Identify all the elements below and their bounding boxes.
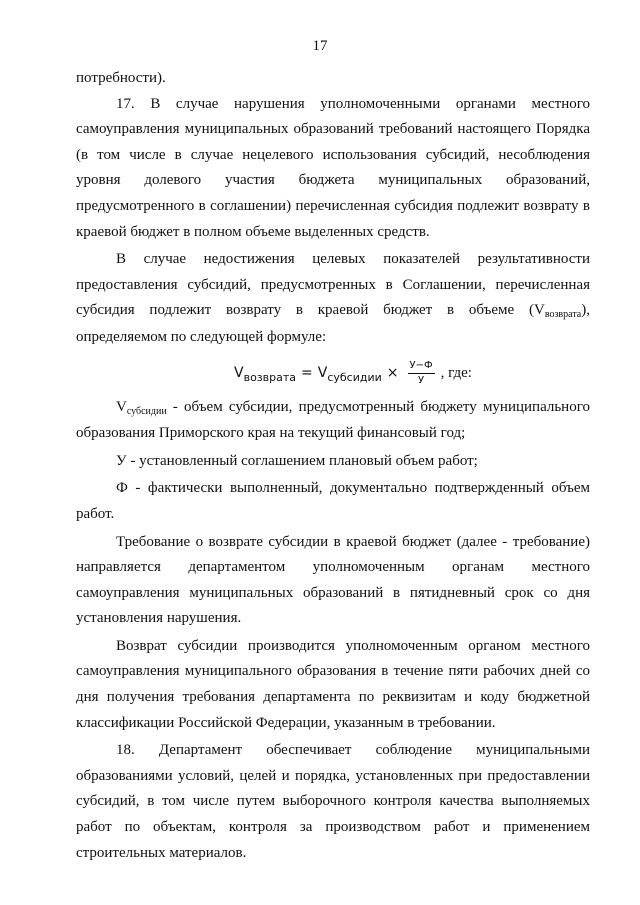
- formula-fraction: [408, 360, 435, 387]
- definition-u: У - установленный соглашением плановый объем работ;: [116, 452, 478, 469]
- paragraph-requirement: Требование о возврате субсидии в краевой бюджет (далее - требование) направляется департаментом уполномоченным органам местного самоуправления муниципальных образований в пятидневный срок со дня установления нарушения.: [76, 533, 590, 627]
- paragraph-refund-text-start: В случае недостижения целевых показателей результативности предоставления субсидий, предусмотренных в Соглашении, перечисленная субсидия подлежит возврату в краевой бюджет в объеме (V: [76, 251, 590, 319]
- paragraph-continuation: потребности).: [76, 70, 166, 86]
- formula-suffix: , где:: [440, 364, 472, 381]
- paragraph-refund-procedure: Возврат субсидии производится уполномоченным органом местного самоуправления муниципального образования в течение пяти рабочих дней со дня получения требования департамента по реквизитам и коду бюджетной классификации Российской Федерации, указанным в требовании.: [76, 637, 590, 731]
- formula-lhs-symbol: V: [234, 364, 244, 381]
- paragraph-refund-condition: [76, 247, 590, 350]
- paragraph-clause-17: 17. В случае нарушения уполномоченными органами местного самоуправления муниципальных образований требований настоящего Порядка (в том числе в случае нецелевого использования субсидий, несоблюдения уровня долевого участия бюджета муниципальных образований, предусмотренного в соглашении) перечисленная субсидия подлежит возврату в краевой бюджет в полном объеме выделенных средств.: [76, 95, 590, 240]
- formula-rhs-subscript: субсидии: [327, 370, 382, 384]
- definition-v-text: - объем субсидии, предусмотренный бюджету муниципального образования Приморского края на текущий финансовый год;: [76, 398, 590, 442]
- definition-f: Ф - фактически выполненный, документально подтвержденный объем работ.: [76, 480, 590, 522]
- definition-v-subscript: субсидии: [126, 405, 167, 417]
- paragraph-refund-text-end: ), определяемом по следующей формуле:: [76, 302, 590, 345]
- definition-v-symbol: V: [116, 398, 127, 415]
- refund-formula: [116, 353, 590, 395]
- formula-equals: =: [301, 364, 313, 381]
- formula-rhs-symbol: V: [317, 364, 328, 381]
- formula-denominator: У: [418, 375, 425, 387]
- page-number: 17: [312, 38, 328, 54]
- formula-times: ×: [386, 364, 399, 381]
- definition-v-subsidy: [76, 395, 590, 447]
- document-body: [76, 66, 590, 866]
- paragraph-clause-18: 18. Департамент обеспечивает соблюдение муниципальными образованиями условий, целей и порядка, установленных при предоставлении субсидий, в том числе путем выборочного контроля качества выполняемых работ по объектам, контроля за производством работ и применением строительных материалов.: [76, 742, 590, 861]
- refund-subscript: возврата: [544, 309, 582, 321]
- formula-lhs-subscript: возврата: [243, 370, 297, 384]
- formula-numerator: У−Ф: [408, 360, 435, 374]
